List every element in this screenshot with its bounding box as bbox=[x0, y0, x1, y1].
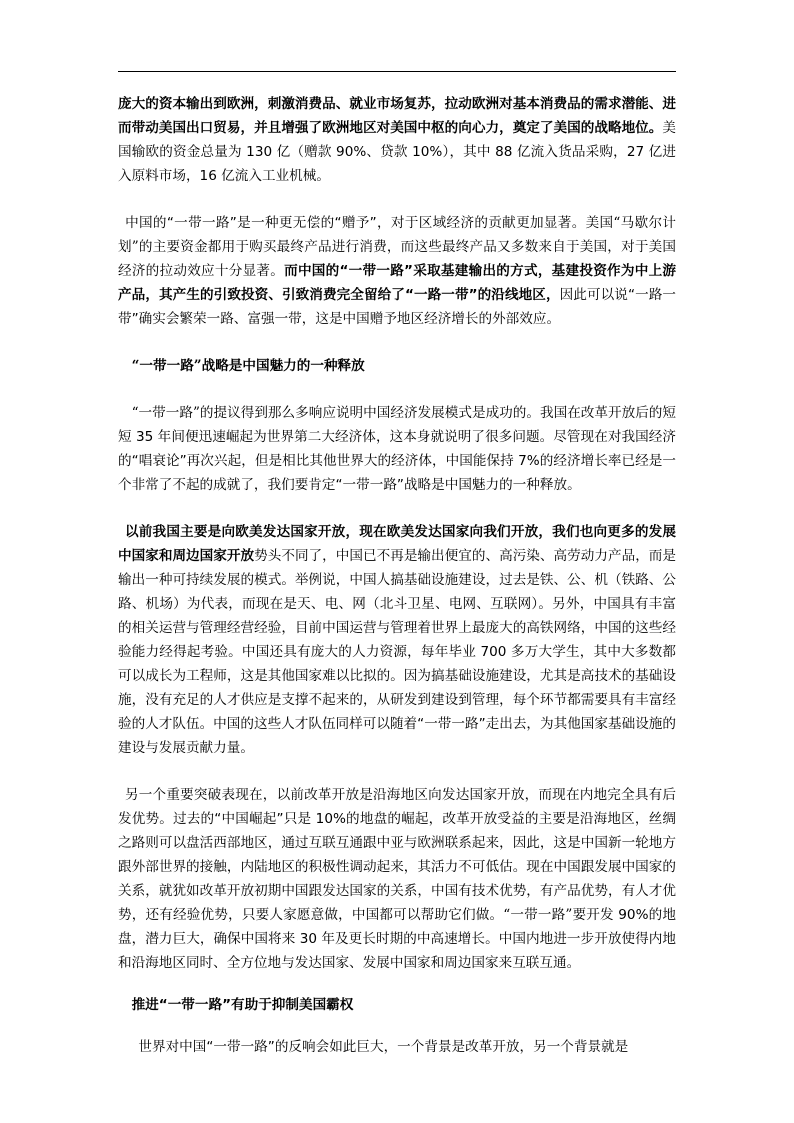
body-text-serif: “马歇尔计划”的主要资金都用于购买最终产品进行消费，而这些最终产品又多数来自于 bbox=[118, 215, 676, 255]
body-text-serif: “一带一路”要开发 bbox=[503, 907, 614, 923]
header-rule bbox=[118, 71, 676, 72]
body-text: 中国的“一带一路”是一种更无偿的“赠予”，对于区域经济的贡献更加显著。美国 bbox=[124, 215, 614, 231]
bold-text: 而中国的“一带一路”采取基建输出的方式，基建投资作为中上游产品，其产生的引致投资、引致消费完全留给了“一路一带”的沿线地区， bbox=[118, 263, 677, 303]
body-text: 另一个重要突破表现在，以前改革开放是沿海地区向发达国家开放，而现在内地完全具有后发优势。过去的“中国崛起”只是 10%的地盘的崛起，改革开放受益的主要是沿海地区，丝绸之路则可以盘活西部地区，通过互联互通跟中亚与欧洲联系起来，因此，这是中国新一轮地方跟外部世界的接触，内陆地区的积极性调动起来，其活力不可低估。现在中国跟发展中国家的关系，就犹如改革开放初期中国跟发达国家的关系，中国有技术优势，有产品优势，有人才优势，还有经验优势，只要人家愿意做，中国都可以帮助它们做。 bbox=[118, 787, 676, 923]
body-text: 因此可以说“一路一带”确实会繁荣一路、富强一带，这是中国赠予地区经济增长的外部效应。 bbox=[118, 287, 676, 327]
body-text: 我国在改革开放后的短短 35 年间便迅速崛起为世界第二大经济体，这本身就说明了很多问题。尽管现在对我国经济的“唱衰论”再次兴起，但是相比其他世界大的经济体，中国能保持 7%的经济增长率已经是一个非常了不起的成就了，我们要肯定“一带一路”战略是中国魅力的一种释放。 bbox=[118, 405, 676, 493]
paragraph-belt-road-gift bbox=[118, 211, 676, 331]
paragraph-world-response bbox=[118, 1035, 676, 1059]
body-text: 势头不同了，中国已不再是输出便宜的、高污染、高劳动力产品，而是输出一种可持续发展的模式。举例说，中国人搞基础设施建设，过去是铁、公、机（铁路、公路、机场）为代表，而现在是天、电、网（北斗卫星、电网、互联网）。另外，中国具有丰富的相关运营与管理经营经验，目前中国运营与管理着世界上最庞大的高铁网络，中国的这些经验能力经得起考验。中国还具有庞大的人力资源，每年毕业 700 多万大学生，其中大多数都可以成长为工程师，这是其他国家难以比拟的。因为搞基础设施建设，尤其是高技术的基础设施，没有充足的人才供应是支撑不起来的，从研发到建设到管理，每个环节都需要具有丰富经验的人才队伍。中国的这些人才队伍同样可以随着“一带一路”走出去，为其他国家基础设施的建设与发展贡献力量。 bbox=[118, 548, 677, 756]
section-heading-hegemony: 推进“一带一路”有助于抑制美国霸权 bbox=[131, 997, 354, 1013]
section-heading-charm: “一带一路”战略是中国魅力的一种释放 bbox=[131, 358, 365, 374]
bold-text: 庞大的资本输出到欧洲，刺激消费品、就业市场复苏，拉动欧洲对基本消费品的需求潜能、进而带动美国出口贸易，并且增强了欧洲地区对美国中枢的向心力，奠定了美国的战略地位。 bbox=[118, 96, 676, 136]
body-text-serif: “一带一路”的提议得到那么多响应说明中国经济发展模式是成功的。 bbox=[131, 405, 540, 421]
body-text: 美国输欧的资金总量为 130 亿（赠款 90%、贷款 10%），其中 88 亿流入货品采购，27 亿进入原料市场，16 亿流入工业机械。 bbox=[118, 120, 676, 184]
paragraph-inland-advantage bbox=[118, 783, 676, 975]
paragraph-opening-up bbox=[118, 520, 676, 760]
body-text: 美国，对于美国经济的拉动效应十分显著。 bbox=[118, 239, 677, 279]
body-text: 90%的地盘，潜力巨大，确保中国将来 30 年及更长时期的中高速增长。中国内地进一步开放使得内地和沿海地区同时、全方位地与发达国家、发展中国家和周边国家来互联互通。 bbox=[118, 907, 676, 971]
body-text: 世界对中国“一带一路”的反响会如此巨大，一个背景是改革开放，另一个背景就是 bbox=[138, 1039, 629, 1055]
document-body bbox=[118, 92, 676, 1059]
paragraph-marshall-plan bbox=[118, 92, 676, 188]
paragraph-development-model bbox=[118, 401, 676, 497]
bold-text: 以前我国主要是向欧美发达国家开放，现在欧美发达国家向我们开放，我们也向更多的发展中国家和周边国家开放 bbox=[118, 524, 676, 564]
